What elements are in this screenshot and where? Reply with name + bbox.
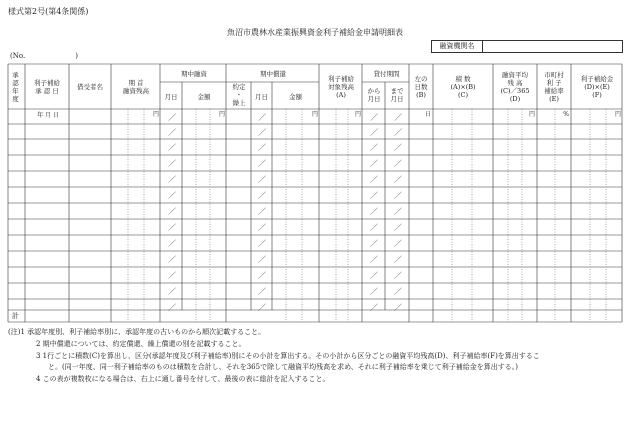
- note-3-continued: と。(同一年度、同一利子補給率のものは積数を合計し、それを365で除して融資平均残高を求め、それに利子補給率を乗じて利子補給金を算出する。): [48, 363, 519, 371]
- date-slash: ／: [168, 287, 176, 296]
- date-slash: ／: [370, 113, 378, 122]
- date-slash: ／: [258, 128, 266, 137]
- date-slash: ／: [168, 239, 176, 248]
- date-slash: ／: [394, 207, 402, 216]
- date-slash: ／: [394, 223, 402, 232]
- date-slash: ／: [394, 128, 402, 137]
- date-slash: ／: [258, 271, 266, 280]
- date-slash: ／: [394, 255, 402, 264]
- date-slash: ／: [168, 143, 176, 152]
- date-slash: ／: [394, 113, 402, 122]
- date-slash: ／: [168, 128, 176, 137]
- date-slash: ／: [168, 255, 176, 264]
- header-period-loan: 期中融資: [181, 70, 207, 78]
- unit-yen-subsidy: 円: [614, 111, 621, 118]
- date-slash: ／: [370, 159, 378, 168]
- date-slash: ／: [258, 223, 266, 232]
- form-title: 魚沼市農林水産業振興資金利子補給金申請明細表: [227, 28, 403, 37]
- date-slash: ／: [370, 191, 378, 200]
- date-slash: ／: [168, 271, 176, 280]
- header-loan-period: 貸付期間: [373, 70, 400, 78]
- header-average-balance: 融資平均 残 高 (C)／365 (D): [500, 71, 530, 103]
- unit-year-month-day: 年 月 日: [37, 112, 59, 119]
- unit-yen-loan: 円: [218, 111, 225, 118]
- form-number: 様式第2号(第4条関係): [8, 7, 89, 16]
- sequence-close: ): [75, 52, 78, 60]
- date-slash: ／: [394, 191, 402, 200]
- date-slash: ／: [258, 113, 266, 122]
- header-approval-year: 承 認 年 度: [12, 71, 19, 103]
- date-slash: ／: [394, 271, 402, 280]
- date-slash: ／: [168, 207, 176, 216]
- date-slash: ／: [370, 175, 378, 184]
- note-1: (注)1 承認年度別、利子補給率別に、承認年度の古いものから順次記載すること。: [8, 328, 266, 336]
- date-slash: ／: [258, 239, 266, 248]
- header-repay-month-day: 月日: [255, 93, 268, 101]
- bank-name-label: 融資機関名: [432, 41, 483, 52]
- note-3: 3 1行ごとに積数(C)を算出し、区分(承認年度及び利子補給率)別にその小計を算出する。その小計から区分ごとの融資平均残高(D)、利子補給率(F)を算出するこ: [36, 352, 540, 360]
- unit-percent: %: [563, 111, 569, 118]
- header-city-rate: 市町村 利 子 補給率 (E): [544, 71, 564, 103]
- date-slash: ／: [258, 191, 266, 200]
- date-slash: ／: [168, 159, 176, 168]
- header-product: 積 数 (A)×(B) (C): [450, 75, 476, 99]
- date-slash: ／: [168, 113, 176, 122]
- date-slash: ／: [370, 207, 378, 216]
- header-days: 左の 日数 (B): [414, 75, 428, 99]
- date-slash: ／: [168, 191, 176, 200]
- date-slash: ／: [370, 271, 378, 280]
- header-subsidy-approval-date: 利子補給 承 認 日: [34, 79, 60, 95]
- note-4: 4 この表が複数枚になる場合は、右上に通し番号を付して、最後の表に総計を記入すること。: [36, 375, 330, 383]
- header-subsidy-amount: 利子補給金 (D)×(E) (F): [580, 75, 614, 99]
- unit-yen-repay: 円: [311, 111, 318, 118]
- date-slash: ／: [258, 207, 266, 216]
- header-period-repayment: 期中償還: [260, 70, 286, 78]
- header-loan-amount: 金額: [197, 93, 211, 101]
- date-slash: ／: [370, 287, 378, 296]
- date-slash: ／: [258, 159, 266, 168]
- date-slash: ／: [394, 303, 402, 312]
- date-slash: ／: [258, 175, 266, 184]
- header-scheduled-early: 約定 ・ 繰上: [232, 83, 246, 107]
- date-slash: ／: [168, 303, 176, 312]
- unit-day: 日: [424, 111, 431, 118]
- header-loan-month-day: 月日: [164, 93, 178, 101]
- header-to-date: まで 月日: [390, 87, 404, 103]
- date-slash: ／: [258, 143, 266, 152]
- header-borrower-name: 借受者名: [77, 83, 103, 91]
- date-slash: ／: [394, 159, 402, 168]
- date-slash: ／: [370, 255, 378, 264]
- date-slash: ／: [394, 239, 402, 248]
- date-slash: ／: [258, 287, 266, 296]
- header-target-balance: 利子補給 対象残高 (A): [328, 75, 354, 99]
- date-slash: ／: [258, 303, 266, 312]
- date-slash: ／: [370, 239, 378, 248]
- date-slash: ／: [394, 143, 402, 152]
- header-from-date: から 月日: [367, 87, 381, 103]
- date-slash: ／: [394, 175, 402, 184]
- note-2: 2 期中償還については、約定償還、繰上償還の別を記載すること。: [36, 340, 246, 348]
- date-slash: ／: [370, 143, 378, 152]
- header-repay-amount: 金額: [289, 93, 302, 101]
- date-slash: ／: [258, 255, 266, 264]
- date-slash: ／: [168, 175, 176, 184]
- unit-yen-target: 円: [354, 111, 361, 118]
- total-row-label: 計: [12, 312, 19, 320]
- date-slash: ／: [370, 128, 378, 137]
- date-slash: ／: [168, 223, 176, 232]
- date-slash: ／: [370, 223, 378, 232]
- date-slash: ／: [394, 287, 402, 296]
- unit-yen-opening: 円: [152, 111, 159, 118]
- unit-yen-average: 円: [528, 111, 535, 118]
- sequence-label: (No.: [10, 52, 26, 60]
- header-opening-balance: 期 首 融資残高: [123, 79, 149, 95]
- date-slash: ／: [370, 303, 378, 312]
